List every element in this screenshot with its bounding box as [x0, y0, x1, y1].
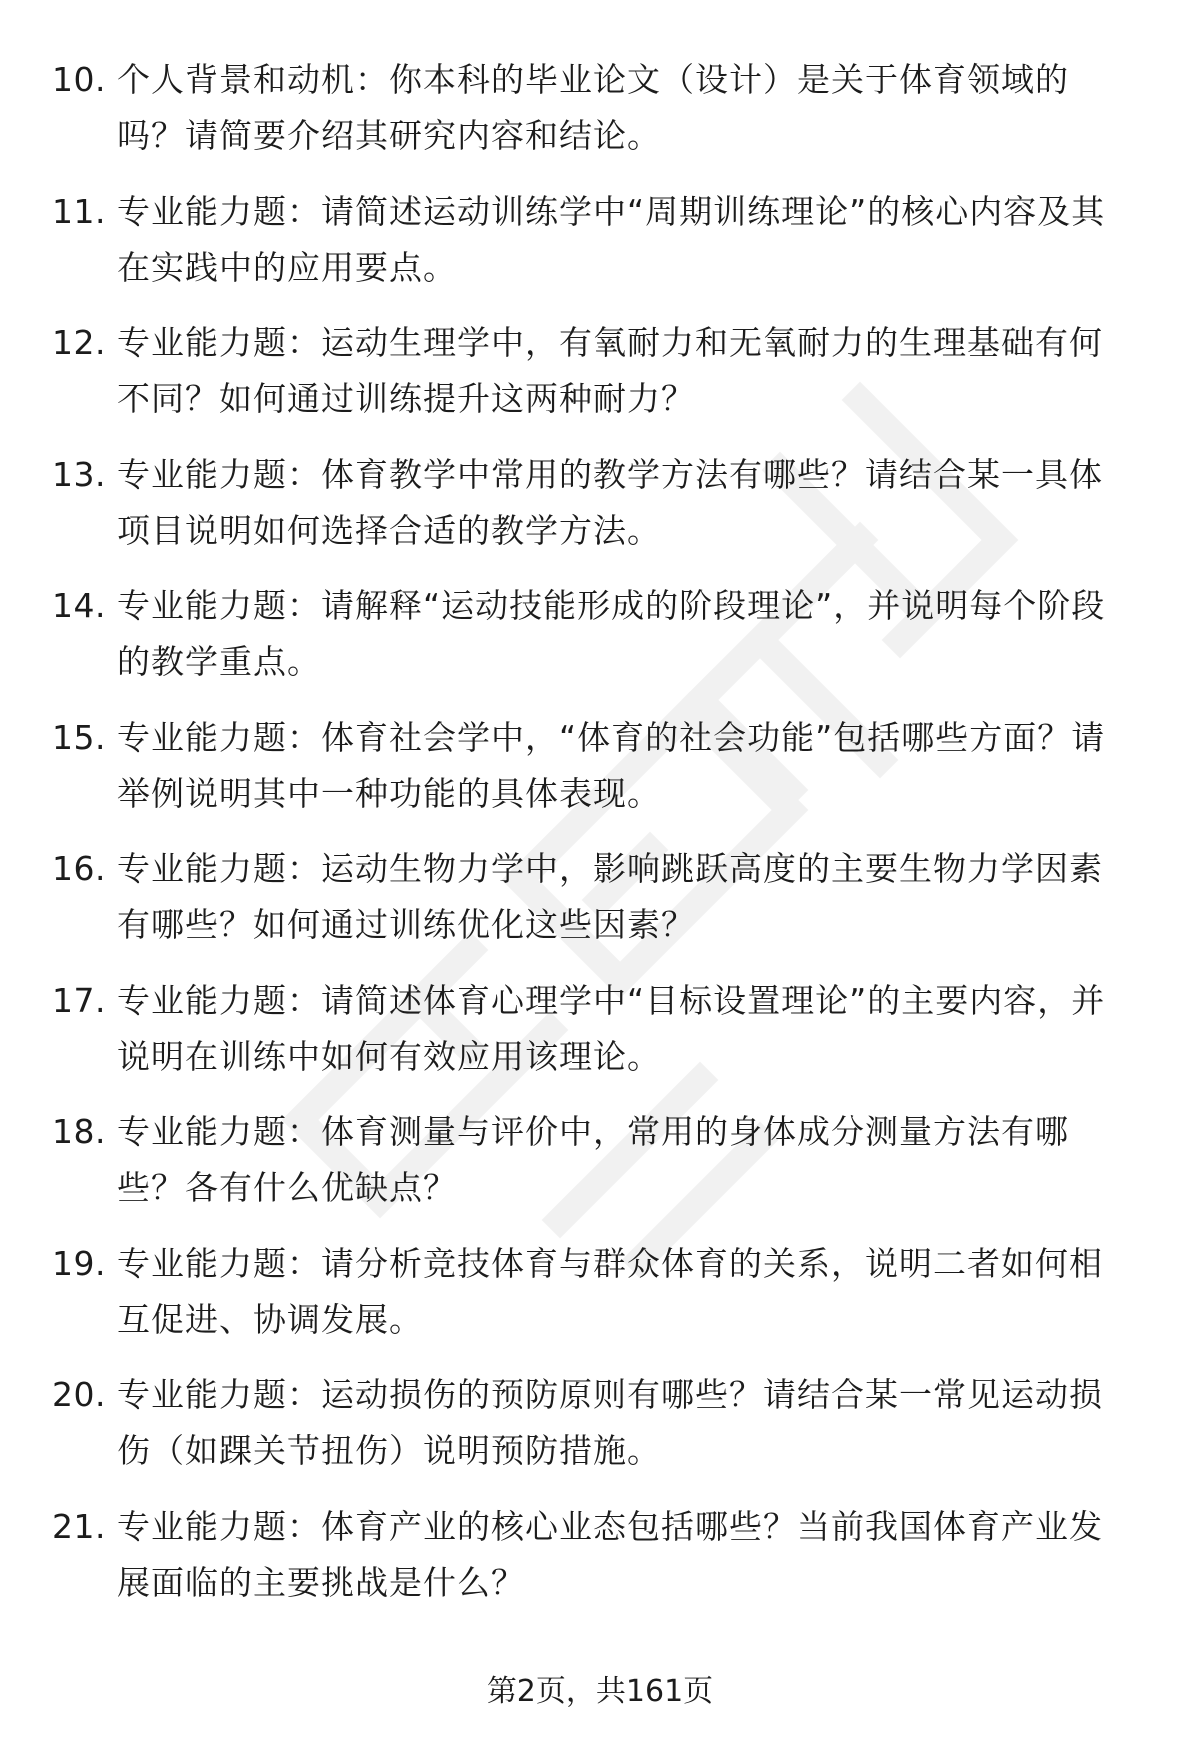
question-number: 10. — [52, 60, 106, 99]
question-item-18 — [52, 1104, 1152, 1236]
question-number: 18. — [52, 1112, 106, 1151]
question-text: 专业能力题：体育教学中常用的教学方法有哪些？请结合某一具体项目说明如何选择合适的教学方法。 — [117, 454, 1103, 550]
question-number: 14. — [52, 586, 106, 625]
question-item-20 — [52, 1367, 1152, 1499]
question-number: 21. — [52, 1506, 106, 1546]
question-text: 专业能力题：运动生理学中，有氧耐力和无氧耐力的生理基础有何不同？如何通过训练提升这两种耐力？ — [117, 323, 1103, 418]
question-item-16 — [52, 841, 1152, 973]
question-number: 12. — [52, 323, 106, 362]
question-number: 20. — [52, 1375, 106, 1414]
question-text: 专业能力题：请分析竞技体育与群众体育的关系，说明二者如何相互促进、协调发展。 — [117, 1243, 1103, 1339]
question-item-11 — [52, 184, 1152, 316]
question-item-19 — [52, 1236, 1152, 1368]
question-text: 专业能力题：请简述体育心理学中“目标设置理论”的主要内容，并说明在训练中如何有效应用该理论。 — [117, 980, 1106, 1076]
question-text: 专业能力题：请简述运动训练学中“周期训练理论”的核心内容及其在实践中的应用要点。 — [117, 191, 1106, 287]
question-item-12 — [52, 315, 1152, 447]
question-text: 个人背景和动机：你本科的毕业论文（设计）是关于体育领域的吗？请简要介绍其研究内容和结论。 — [117, 60, 1069, 155]
question-text: 专业能力题：体育测量与评价中，常用的身体成分测量方法有哪些？各有什么优缺点？ — [117, 1112, 1069, 1207]
question-number: 13. — [52, 454, 106, 494]
question-text: 专业能力题：体育社会学中，“体育的社会功能”包括哪些方面？请举例说明其中一种功能的具体表现。 — [117, 717, 1106, 813]
question-number: 16. — [52, 849, 106, 888]
question-item-14 — [52, 578, 1152, 710]
question-number: 19. — [52, 1243, 106, 1283]
question-item-17 — [52, 973, 1152, 1105]
question-number: 15. — [52, 717, 106, 757]
question-number: 17. — [52, 980, 106, 1020]
question-list — [52, 52, 1152, 1630]
question-number: 11. — [52, 191, 106, 231]
question-item-10 — [52, 52, 1152, 184]
page-footer: 第2页，共161页 — [486, 1674, 714, 1709]
question-text: 专业能力题：运动生物力学中，影响跳跃高度的主要生物力学因素有哪些？如何通过训练优化这些因素？ — [117, 849, 1103, 944]
question-text: 专业能力题：请解释“运动技能形成的阶段理论”，并说明每个阶段的教学重点。 — [117, 586, 1106, 681]
question-item-15 — [52, 710, 1152, 842]
question-text: 专业能力题：运动损伤的预防原则有哪些？请结合某一常见运动损伤（如踝关节扭伤）说明预防措施。 — [117, 1375, 1103, 1470]
question-text: 专业能力题：体育产业的核心业态包括哪些？当前我国体育产业发展面临的主要挑战是什么？ — [117, 1506, 1103, 1602]
question-item-21 — [52, 1499, 1152, 1631]
question-item-13 — [52, 447, 1152, 579]
